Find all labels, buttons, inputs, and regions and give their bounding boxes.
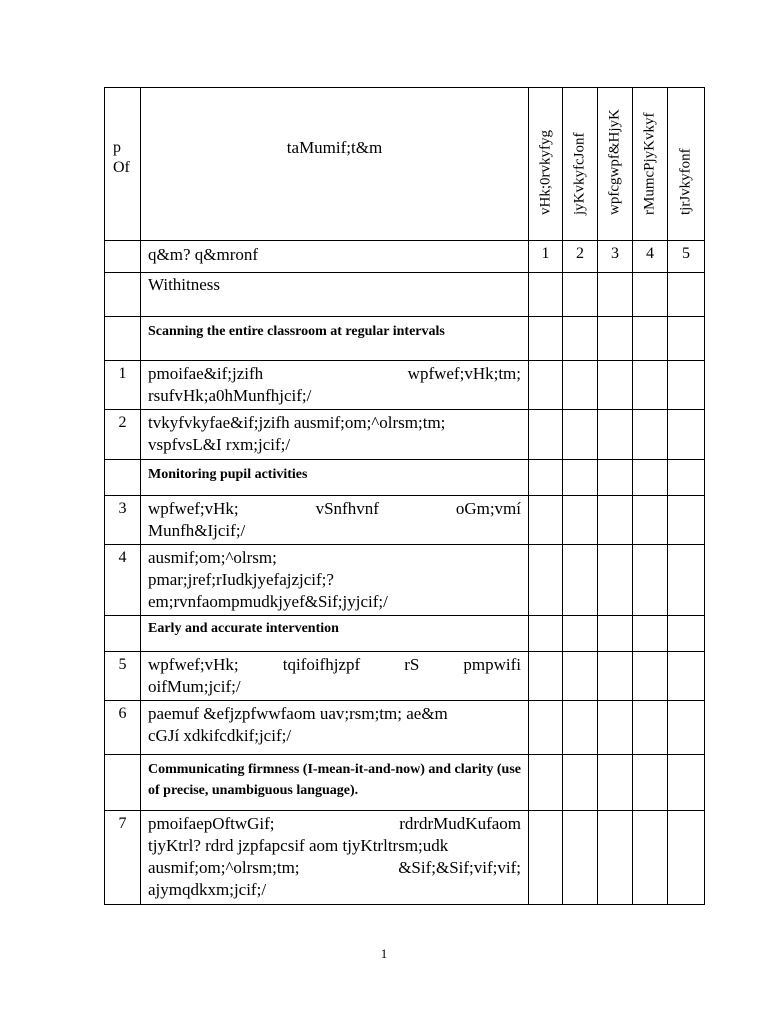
observation-table [104, 87, 705, 905]
table-row [105, 701, 705, 755]
scale-number: 1 [529, 241, 563, 273]
item-text: paemuf &efjzpfwwfaom uav;rsm;tm; ae&m cGJí xdkifcdkif;jcif;/ [141, 701, 529, 755]
col-no-header [105, 88, 141, 241]
col-no-header-line1: p [113, 139, 121, 156]
item-number: 4 [105, 545, 141, 616]
item-text: pmoifae&if;jzifh wpfwef;vHk;tm; rsufvHk;a0hMunfhjcif;/ [141, 361, 529, 410]
item-text: ausmif;om;^olrsm; pmar;jref;rIudkjyefajzjcif;? em;rvnfaompmudkjyef&Sif;jyjcif;/ [141, 545, 529, 616]
item-text: pmoifaepOftwGif; rdrdrMudKufaom tjyKtrl? rdrd jzpfapcsif aom tjyKtrltrsm;udk ausmif;om;^olrsm;tm; &Sif;&Sif;vif;vif; ajymqdkxm;jcif;/ [141, 811, 529, 905]
col-title-header: taMumif;t&m [141, 88, 529, 241]
scale-row [105, 241, 705, 273]
section-monitoring: Monitoring pupil activities [141, 460, 529, 496]
item-text: wpfwef;vHk; vSnfhvnf oGm;vmí Munfh&Ijcif;/ [141, 496, 529, 545]
section-row [105, 317, 705, 361]
scale-number: 2 [563, 241, 598, 273]
scale-number: 4 [633, 241, 668, 273]
rating-header-4: rMumcPjyKvkyf [633, 88, 668, 241]
scale-number: 5 [668, 241, 705, 273]
item-text: tvkyfvkyfae&if;jzifh ausmif;om;^olrsm;tm; vspfvsL&I rxm;jcif;/ [141, 410, 529, 460]
item-number: 2 [105, 410, 141, 460]
section-row [105, 616, 705, 652]
page-number: 1 [380, 946, 388, 961]
section-early: Early and accurate intervention [141, 616, 529, 652]
section-row [105, 273, 705, 317]
rating-header-5: tjrJvkyfonf [668, 88, 705, 241]
scale-number: 3 [598, 241, 633, 273]
item-number: 7 [105, 811, 141, 905]
scale-label: q&m? q&mronf [141, 241, 529, 273]
section-communicating: Communicating firmness (I-mean-it-and-now) and clarity (use of precise, unambiguous language). [141, 755, 529, 811]
section-row [105, 755, 705, 811]
table-row [105, 410, 705, 460]
item-number: 5 [105, 652, 141, 701]
item-text: wpfwef;vHk; tqifoifhjzpf rS pmpwifi oifMum;jcif;/ [141, 652, 529, 701]
section-row [105, 460, 705, 496]
section-scanning: Scanning the entire classroom at regular intervals [141, 317, 529, 361]
table-row [105, 811, 705, 905]
section-withitness: Withitness [141, 273, 529, 317]
table-row [105, 545, 705, 616]
rating-header-3: wpfcgwpf&HjyK [598, 88, 633, 241]
table-row [105, 361, 705, 410]
item-number: 6 [105, 701, 141, 755]
item-number: 3 [105, 496, 141, 545]
item-number: 1 [105, 361, 141, 410]
col-no-header-line2: Of [113, 159, 130, 176]
rating-header-1: vHk;0rvkyfyg [529, 88, 563, 241]
header-row [105, 88, 705, 241]
rating-header-2: jyKvkyfcJonf [563, 88, 598, 241]
table-row [105, 652, 705, 701]
table-row [105, 496, 705, 545]
